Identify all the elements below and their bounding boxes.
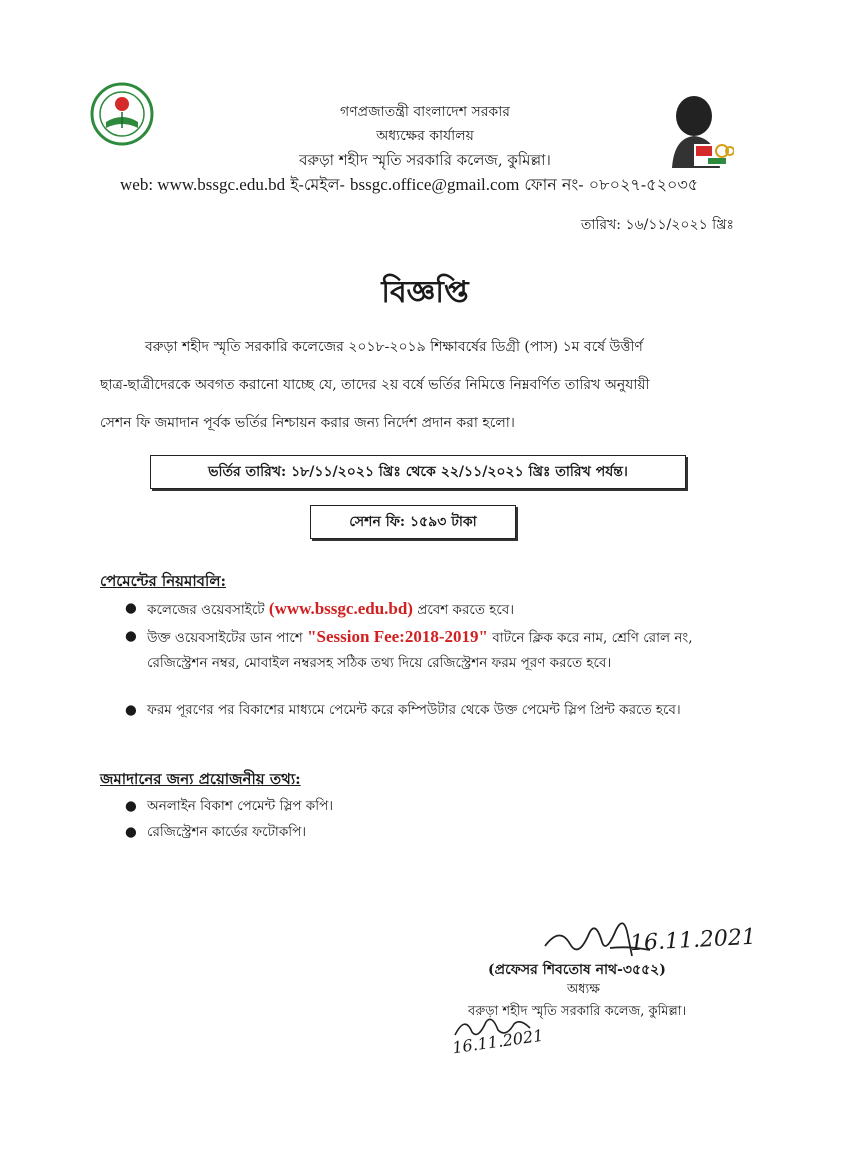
bullet-icon: ● [125, 702, 137, 718]
body-line-2: ছাত্র-ছাত্রীদেরকে অবগত করানো যাচ্ছে যে, তাদের ২য় বর্ষে ভর্তির নিমিত্তে নিম্নবর্ণিত তারিখ অনুযায়ী [100, 377, 650, 393]
phone-label: ফোন নং- [519, 175, 589, 194]
header-contact [120, 172, 740, 199]
email-link[interactable]: bssgc.office@gmail.com [350, 175, 520, 194]
session-fee-button-highlight: "Session Fee:2018-2019" [307, 627, 488, 646]
header-college: বরুড়া শহীদ স্মৃতি সরকারি কলেজ, কুমিল্লা। [299, 151, 551, 169]
bullet-icon: ● [125, 628, 137, 644]
email-label: ই-মেইল- [285, 175, 351, 194]
phone-number: ০৮০২৭-৫২০৩৫ [588, 175, 699, 194]
bullet-icon: ● [125, 600, 137, 616]
website-highlight[interactable]: (www.bssgc.edu.bd) [268, 599, 413, 618]
admission-date-box: ভর্তির তারিখ: ১৮/১১/২০২১ খ্রিঃ থেকে ২২/১১/২০২১ খ্রিঃ তারিখ পর্যন্ত। [150, 455, 686, 489]
signatory-name: (প্রফেসর শিবতোষ নাথ-৩৫৫২) [488, 962, 666, 978]
signature-date: 16.11.2021 [629, 924, 757, 957]
initial-date: 16.11.2021 [451, 1025, 545, 1058]
header-government: গণপ্রজাতন্ত্রী বাংলাদেশ সরকার [340, 104, 510, 120]
session-fee-box: সেশন ফি: ১৫৯৩ টাকা [310, 505, 516, 539]
notice-date: তারিখ: ১৬/১১/২০২১ খ্রিঃ [580, 217, 734, 233]
web-link[interactable]: www.bssgc.edu.bd [157, 175, 286, 194]
document-item-1: ● অনলাইন বিকাশ পেমেন্ট স্লিপ কপি। [125, 794, 735, 819]
web-label: web: [120, 175, 158, 194]
payment-rule-3: ● ফরম পূরণের পর বিকাশের মাধ্যমে পেমেন্ট করে কম্পিউটার থেকে উক্ত পেমেন্ট স্লিপ প্রিন্ট করতে হবে। [125, 698, 735, 723]
notice-title: বিজ্ঞপ্তি [381, 275, 469, 310]
signatory-role: অধ্যক্ষ [567, 982, 600, 997]
payment-rules-heading: পেমেন্টের নিয়মাবলি: [100, 572, 227, 590]
signatory-institution: বরুড়া শহীদ স্মৃতি সরকারি কলেজ, কুমিল্লা। [468, 1004, 687, 1019]
bullet-icon: ● [125, 824, 137, 840]
header-office: অধ্যক্ষের কার্যালয় [376, 128, 474, 144]
payment-rule-1: ● কলেজের ওয়েবসাইটে (www.bssgc.edu.bd) প্রবেশ করতে হবে। [125, 596, 735, 623]
document-item-2: ● রেজিস্ট্রেশন কার্ডের ফটোকপি। [125, 820, 735, 845]
payment-rule-2: ● উক্ত ওয়েবসাইটের ডান পাশে "Session Fee:2018-2019" বাটনে ক্লিক করে নাম, শ্রেণি রোল নং, রেজিস্ট্রেশন নম্বর, মোবাইল নম্বরসহ সঠিক তথ্য দিয়ে রেজিস্ট্রেশন ফরম পূরণ করতে হবে। [125, 624, 735, 676]
body-line-1: বরুড়া শহীদ স্মৃতি সরকারি কলেজের ২০১৮-২০১৯ শিক্ষাবর্ষের ডিগ্রী (পাস) ১ম বর্ষে উত্তীর্ণ [145, 339, 643, 355]
body-line-3: সেশন ফি জমাদান পূর্বক ভর্তির নিশ্চায়ন করার জন্য নির্দেশ প্রদান করা হলো। [100, 415, 515, 431]
documents-heading: জমাদানের জন্য প্রয়োজনীয় তথ্য: [100, 770, 301, 788]
bullet-icon: ● [125, 798, 137, 814]
